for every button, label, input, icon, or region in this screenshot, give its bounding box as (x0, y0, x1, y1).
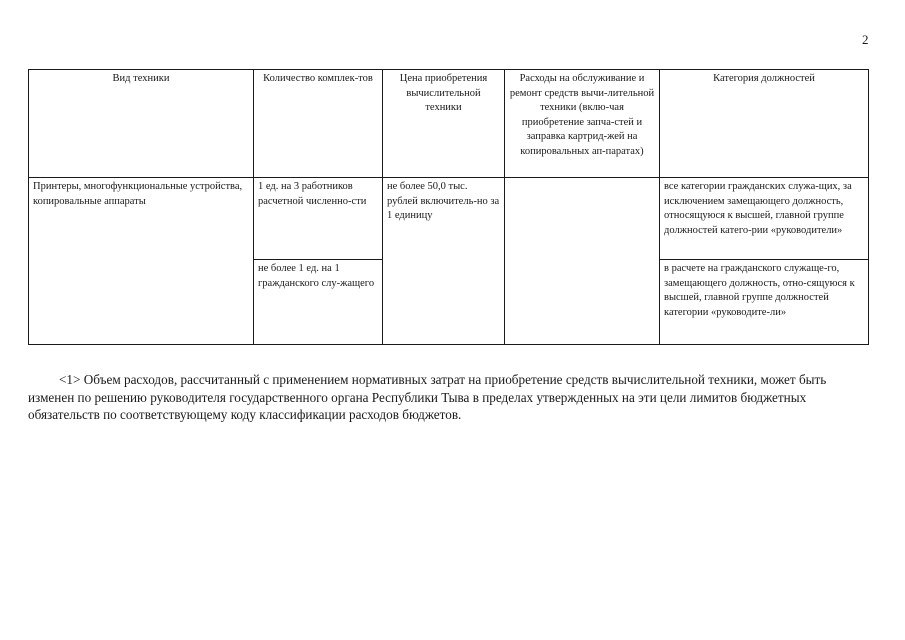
table-header-row (29, 70, 869, 178)
cell-device-type: Принтеры, многофункциональные устройства, копировальные аппараты (29, 178, 254, 345)
header-quantity: Количество комплек-тов (254, 70, 383, 178)
cell-quantity: не более 1 ед. на 1 гражданского слу-жащего (254, 260, 383, 345)
cell-quantity: 1 ед. на 3 работников расчетной численно-сти (254, 178, 383, 260)
header-price: Цена приобретения вычислительной техники (383, 70, 505, 178)
header-category: Категория должностей (660, 70, 869, 178)
header-maintenance: Расходы на обслуживание и ремонт средств вычи-лительной техники (вклю-чая приобретение запча-стей и заправка картрид-жей на копировальных ап-паратах) (505, 70, 660, 178)
page-number: 2 (862, 32, 869, 47)
footnote-paragraph: <1> Объем расходов, рассчитанный с применением нормативных затрат на приобретение средств вычислительной техники, может быть изменен по решению руководителя государственного органа Республики Тыва в пределах утвержденных на эти цели лимитов бюджетных обязательств по соответствующему коду классификации расходов бюджетов. (28, 372, 827, 422)
equipment-norms-table (28, 69, 869, 345)
cell-maintenance (505, 178, 660, 345)
cell-category: в расчете на гражданского служаще-го, замещающего должность, отно-сящуюся к высшей, главной группе должностей категории «руководите-ли» (660, 260, 869, 345)
header-device-type: Вид техники (29, 70, 254, 178)
cell-price: не более 50,0 тыс. рублей включитель-но за 1 единицу (383, 178, 505, 345)
cell-category: все категории гражданских служа-щих, за исключением замещающего должность, относящуюся к высшей, главной группе должностей катего-рии «руководители» (660, 178, 869, 260)
table-row (29, 178, 869, 260)
